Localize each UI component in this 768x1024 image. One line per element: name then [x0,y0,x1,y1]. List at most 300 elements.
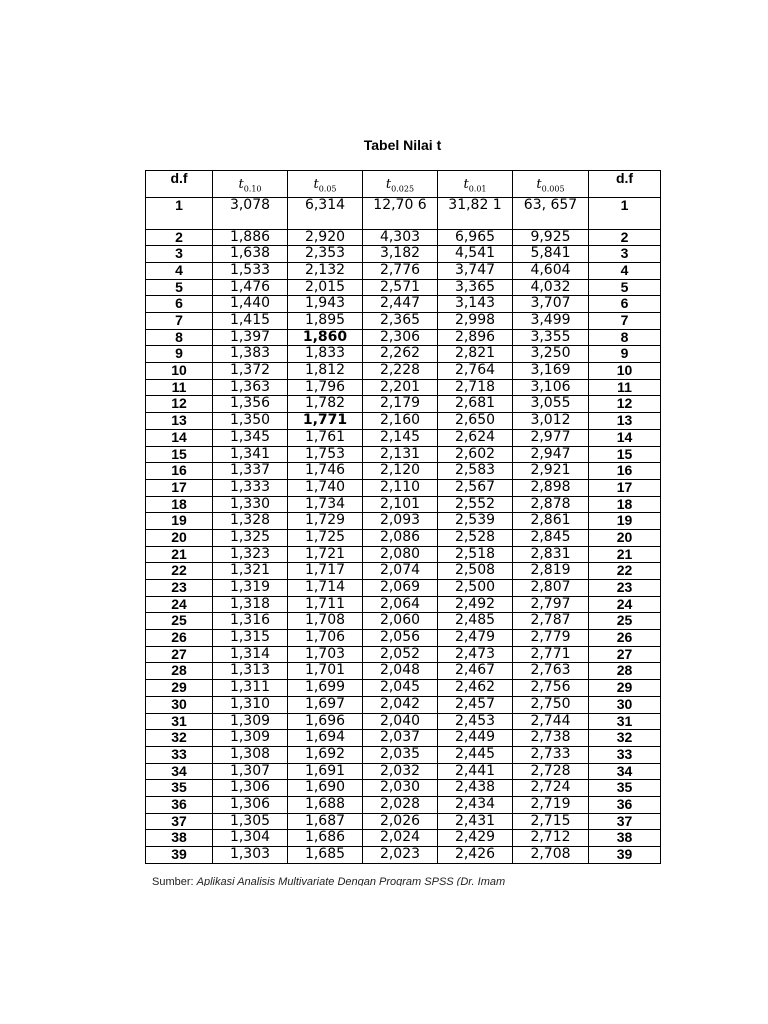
value-cell: 2,681 [438,396,513,413]
value-cell: 9,925 [513,229,589,246]
df-cell-right: 4 [589,262,661,279]
df-cell-right: 28 [589,663,661,680]
value-cell: 5,841 [513,246,589,263]
df-cell-left: 25 [146,613,213,630]
value-cell: 1,697 [288,696,363,713]
value-cell: 2,201 [363,379,438,396]
table-row [146,663,661,680]
t-subscript: 0.01 [468,184,487,194]
value-cell: 1,315 [213,630,288,647]
value-cell: 2,306 [363,329,438,346]
value-cell: 1,330 [213,496,288,513]
column-header-t0025 [363,171,438,198]
table-row [146,596,661,613]
value-cell: 2,438 [438,780,513,797]
table-row [146,262,661,279]
value-cell: 2,160 [363,413,438,430]
df-cell-left: 31 [146,713,213,730]
df-cell-left: 3 [146,246,213,263]
df-cell-right: 23 [589,580,661,597]
value-cell: 2,819 [513,563,589,580]
value-cell: 4,032 [513,279,589,296]
df-cell-right: 10 [589,363,661,380]
table-row [146,379,661,396]
df-cell-left: 17 [146,479,213,496]
value-cell: 1,383 [213,346,288,363]
value-cell: 2,718 [438,379,513,396]
value-cell: 2,920 [288,229,363,246]
t-subscript: 0.025 [391,184,415,194]
value-cell: 1,943 [288,296,363,313]
df-cell-left: 30 [146,696,213,713]
value-cell: 2,015 [288,279,363,296]
value-cell: 2,756 [513,680,589,697]
value-cell: 1,701 [288,663,363,680]
df-cell-right: 38 [589,830,661,847]
df-cell-right: 39 [589,847,661,864]
value-cell: 1,895 [288,313,363,330]
value-cell: 1,304 [213,830,288,847]
value-cell: 1,721 [288,546,363,563]
df-cell-right: 15 [589,446,661,463]
value-cell: 2,449 [438,730,513,747]
value-cell: 3,250 [513,346,589,363]
value-cell: 2,708 [513,847,589,864]
table-row [146,580,661,597]
value-cell: 2,353 [288,246,363,263]
column-header-t010 [213,171,288,198]
value-cell: 2,479 [438,630,513,647]
df-cell-right: 31 [589,713,661,730]
df-cell-left: 23 [146,580,213,597]
value-cell: 1,734 [288,496,363,513]
df-cell-right: 30 [589,696,661,713]
value-cell: 3,355 [513,329,589,346]
value-cell: 1,533 [213,262,288,279]
table-row [146,763,661,780]
value-cell: 4,604 [513,262,589,279]
value-cell: 2,878 [513,496,589,513]
value-cell: 1,703 [288,646,363,663]
df-cell-left: 32 [146,730,213,747]
value-cell: 1,316 [213,613,288,630]
value-cell: 2,738 [513,730,589,747]
value-cell: 2,026 [363,813,438,830]
value-cell: 1,714 [288,580,363,597]
value-cell: 2,896 [438,329,513,346]
value-cell: 2,719 [513,796,589,813]
value-cell: 2,898 [513,479,589,496]
value-cell: 1,309 [213,730,288,747]
value-cell: 1,325 [213,529,288,546]
value-cell: 1,729 [288,513,363,530]
value-cell: 2,093 [363,513,438,530]
t-subscript: 0.10 [243,184,262,194]
value-cell: 1,306 [213,780,288,797]
value-cell: 1,771 [288,413,363,430]
value-cell: 2,179 [363,396,438,413]
value-cell: 2,485 [438,613,513,630]
value-cell: 2,040 [363,713,438,730]
column-header-t0005 [513,171,589,198]
value-cell: 1,638 [213,246,288,263]
df-cell-left: 7 [146,313,213,330]
value-cell: 2,110 [363,479,438,496]
value-cell: 2,048 [363,663,438,680]
value-cell: 1,812 [288,363,363,380]
value-cell: 2,037 [363,730,438,747]
df-cell-left: 14 [146,429,213,446]
df-cell-right: 35 [589,780,661,797]
value-cell: 2,431 [438,813,513,830]
value-cell: 1,886 [213,229,288,246]
value-cell: 2,571 [363,279,438,296]
value-cell: 1,696 [288,713,363,730]
df-cell-left: 11 [146,379,213,396]
df-cell-right: 9 [589,346,661,363]
df-cell-right: 25 [589,613,661,630]
value-cell: 1,746 [288,463,363,480]
df-cell-right: 32 [589,730,661,747]
table-row [146,529,661,546]
t-symbol: t [238,177,244,192]
df-cell-left: 37 [146,813,213,830]
t-value-table [145,170,661,864]
t-symbol: t [313,177,319,192]
value-cell: 1,686 [288,830,363,847]
value-cell: 2,624 [438,429,513,446]
df-cell-left: 26 [146,630,213,647]
df-cell-left: 15 [146,446,213,463]
value-cell: 1,440 [213,296,288,313]
value-cell: 2,715 [513,813,589,830]
table-row [146,363,661,380]
value-cell: 12,70 6 [363,197,438,229]
value-cell: 3,055 [513,396,589,413]
value-cell: 1,356 [213,396,288,413]
value-cell: 1,690 [288,780,363,797]
value-cell: 1,476 [213,279,288,296]
value-cell: 2,441 [438,763,513,780]
value-cell: 2,567 [438,479,513,496]
df-cell-left: 1 [146,197,213,229]
df-cell-left: 34 [146,763,213,780]
value-cell: 2,831 [513,546,589,563]
table-row [146,346,661,363]
value-cell: 2,977 [513,429,589,446]
value-cell: 2,045 [363,680,438,697]
value-cell: 1,337 [213,463,288,480]
value-cell: 1,308 [213,746,288,763]
df-cell-left: 12 [146,396,213,413]
table-row [146,546,661,563]
table-row [146,646,661,663]
value-cell: 1,319 [213,580,288,597]
value-cell: 2,457 [438,696,513,713]
value-cell: 2,528 [438,529,513,546]
value-cell: 3,499 [513,313,589,330]
df-cell-left: 36 [146,796,213,813]
value-cell: 1,345 [213,429,288,446]
value-cell: 2,462 [438,680,513,697]
df-cell-left: 19 [146,513,213,530]
value-cell: 1,314 [213,646,288,663]
value-cell: 2,132 [288,262,363,279]
value-cell: 2,492 [438,596,513,613]
df-cell-left: 5 [146,279,213,296]
value-cell: 3,106 [513,379,589,396]
value-cell: 1,328 [213,513,288,530]
value-cell: 2,445 [438,746,513,763]
value-cell: 1,685 [288,847,363,864]
value-cell: 1,687 [288,813,363,830]
value-cell: 1,309 [213,713,288,730]
value-cell: 2,552 [438,496,513,513]
df-cell-right: 3 [589,246,661,263]
value-cell: 2,032 [363,763,438,780]
value-cell: 1,717 [288,563,363,580]
table-row [146,197,661,229]
df-cell-right: 27 [589,646,661,663]
value-cell: 6,965 [438,229,513,246]
value-cell: 2,845 [513,529,589,546]
t-symbol: t [463,177,469,192]
value-cell: 2,750 [513,696,589,713]
value-cell: 2,650 [438,413,513,430]
t-symbol: t [385,177,392,192]
table-row [146,847,661,864]
value-cell: 1,725 [288,529,363,546]
value-cell: 2,797 [513,596,589,613]
df-cell-right: 5 [589,279,661,296]
table-row [146,396,661,413]
df-cell-left: 2 [146,229,213,246]
value-cell: 1,860 [288,329,363,346]
df-cell-right: 29 [589,680,661,697]
value-cell: 2,028 [363,796,438,813]
df-cell-right: 1 [589,197,661,229]
value-cell: 2,771 [513,646,589,663]
df-cell-right: 18 [589,496,661,513]
df-header-right: d.f [589,171,661,198]
value-cell: 3,365 [438,279,513,296]
table-row [146,446,661,463]
value-cell: 63, 657 [513,197,589,229]
column-header-t001 [438,171,513,198]
value-cell: 4,541 [438,246,513,263]
value-cell: 2,131 [363,446,438,463]
table-row [146,413,661,430]
df-cell-left: 28 [146,663,213,680]
table-row [146,813,661,830]
value-cell: 2,602 [438,446,513,463]
value-cell: 1,341 [213,446,288,463]
value-cell: 1,310 [213,696,288,713]
df-cell-right: 14 [589,429,661,446]
df-cell-right: 19 [589,513,661,530]
value-cell: 1,688 [288,796,363,813]
table-row [146,613,661,630]
value-cell: 2,060 [363,613,438,630]
df-cell-right: 33 [589,746,661,763]
table-row [146,713,661,730]
df-cell-left: 21 [146,546,213,563]
value-cell: 3,707 [513,296,589,313]
df-cell-right: 36 [589,796,661,813]
value-cell: 1,692 [288,746,363,763]
value-cell: 1,305 [213,813,288,830]
table-row [146,279,661,296]
table-row [146,479,661,496]
value-cell: 2,228 [363,363,438,380]
df-cell-right: 11 [589,379,661,396]
df-cell-left: 22 [146,563,213,580]
t-symbol: t [536,177,542,192]
value-cell: 2,262 [363,346,438,363]
value-cell: 2,080 [363,546,438,563]
table-row [146,429,661,446]
value-cell: 3,143 [438,296,513,313]
df-cell-right: 6 [589,296,661,313]
table-row [146,780,661,797]
value-cell: 2,365 [363,313,438,330]
value-cell: 1,350 [213,413,288,430]
table-row [146,730,661,747]
df-cell-right: 22 [589,563,661,580]
value-cell: 2,145 [363,429,438,446]
value-cell: 2,539 [438,513,513,530]
df-cell-right: 2 [589,229,661,246]
value-cell: 1,303 [213,847,288,864]
df-header-left: d.f [146,171,213,198]
value-cell: 2,434 [438,796,513,813]
value-cell: 2,473 [438,646,513,663]
df-cell-left: 24 [146,596,213,613]
df-cell-left: 18 [146,496,213,513]
value-cell: 1,321 [213,563,288,580]
value-cell: 2,101 [363,496,438,513]
value-cell: 2,467 [438,663,513,680]
value-cell: 1,311 [213,680,288,697]
value-cell: 2,724 [513,780,589,797]
value-cell: 1,761 [288,429,363,446]
value-cell: 3,169 [513,363,589,380]
df-cell-left: 16 [146,463,213,480]
value-cell: 3,012 [513,413,589,430]
table-row [146,746,661,763]
value-cell: 2,426 [438,847,513,864]
value-cell: 2,733 [513,746,589,763]
df-cell-left: 27 [146,646,213,663]
value-cell: 2,764 [438,363,513,380]
value-cell: 3,182 [363,246,438,263]
df-cell-left: 9 [146,346,213,363]
value-cell: 1,699 [288,680,363,697]
value-cell: 1,782 [288,396,363,413]
df-cell-right: 20 [589,529,661,546]
table-row [146,296,661,313]
value-cell: 3,078 [213,197,288,229]
value-cell: 2,776 [363,262,438,279]
value-cell: 1,708 [288,613,363,630]
value-cell: 1,333 [213,479,288,496]
page-title: Tabel Nilai t [363,137,442,153]
value-cell: 2,787 [513,613,589,630]
table-row [146,329,661,346]
value-cell: 1,306 [213,796,288,813]
df-cell-left: 29 [146,680,213,697]
table-row [146,496,661,513]
df-cell-right: 12 [589,396,661,413]
value-cell: 2,069 [363,580,438,597]
df-cell-right: 26 [589,630,661,647]
value-cell: 2,500 [438,580,513,597]
value-cell: 1,706 [288,630,363,647]
source-text: Aplikasi Analisis Multivariate Dengan Program SPSS (Dr. Imam [196,876,506,886]
df-cell-left: 38 [146,830,213,847]
df-cell-left: 8 [146,329,213,346]
value-cell: 1,307 [213,763,288,780]
table-row [146,463,661,480]
value-cell: 2,998 [438,313,513,330]
t-subscript: 0.005 [541,184,565,194]
value-cell: 2,712 [513,830,589,847]
value-cell: 1,694 [288,730,363,747]
df-cell-left: 33 [146,746,213,763]
df-cell-right: 8 [589,329,661,346]
value-cell: 1,740 [288,479,363,496]
table-header-row [146,171,661,198]
value-cell: 2,447 [363,296,438,313]
source-prefix: Sumber: [152,876,197,886]
value-cell: 1,313 [213,663,288,680]
value-cell: 2,508 [438,563,513,580]
value-cell: 2,074 [363,563,438,580]
table-row [146,630,661,647]
source-note [152,876,592,886]
value-cell: 2,583 [438,463,513,480]
df-cell-right: 13 [589,413,661,430]
value-cell: 2,861 [513,513,589,530]
value-cell: 2,052 [363,646,438,663]
value-cell: 2,042 [363,696,438,713]
value-cell: 2,763 [513,663,589,680]
table-row [146,696,661,713]
t-subscript: 0.05 [318,184,337,194]
value-cell: 1,397 [213,329,288,346]
df-cell-right: 16 [589,463,661,480]
df-cell-right: 21 [589,546,661,563]
value-cell: 1,833 [288,346,363,363]
df-cell-left: 35 [146,780,213,797]
value-cell: 2,120 [363,463,438,480]
value-cell: 2,518 [438,546,513,563]
value-cell: 6,314 [288,197,363,229]
table-row [146,563,661,580]
table-row [146,246,661,263]
value-cell: 2,030 [363,780,438,797]
value-cell: 1,323 [213,546,288,563]
df-cell-left: 20 [146,529,213,546]
value-cell: 2,035 [363,746,438,763]
column-header-t005 [288,171,363,198]
value-cell: 2,064 [363,596,438,613]
value-cell: 1,363 [213,379,288,396]
value-cell: 3,747 [438,262,513,279]
value-cell: 2,024 [363,830,438,847]
value-cell: 2,728 [513,763,589,780]
value-cell: 2,807 [513,580,589,597]
